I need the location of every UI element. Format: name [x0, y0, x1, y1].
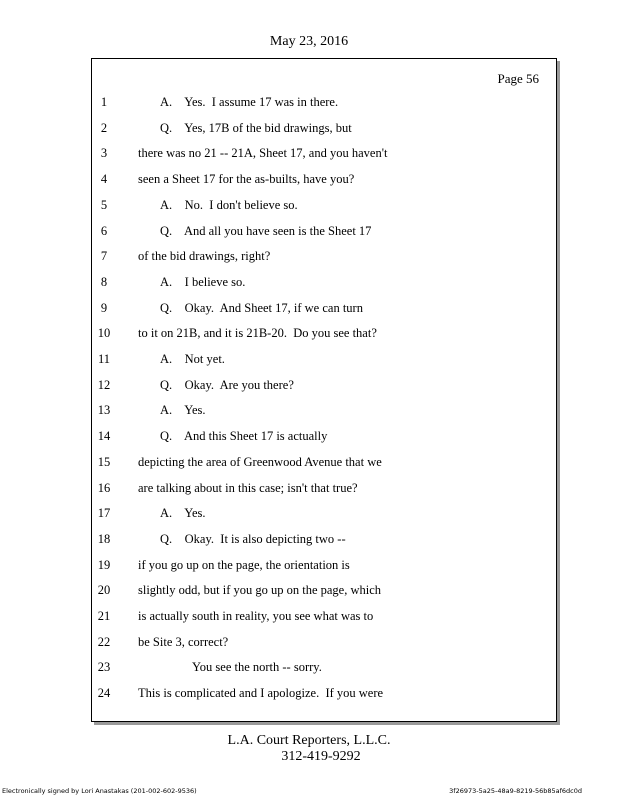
- line-text: A. Yes.: [160, 506, 206, 521]
- line-text: Q. Okay. Are you there?: [160, 377, 294, 392]
- line-text: A. No. I don't believe so.: [160, 197, 298, 212]
- reporter-company: L.A. Court Reporters, L.L.C.: [227, 733, 391, 748]
- page-number: Page 56: [497, 71, 539, 86]
- line-text: are talking about in this case; isn't that true?: [138, 480, 358, 495]
- line-number: 14: [97, 429, 111, 444]
- line-number: 13: [97, 403, 111, 418]
- transcript-line: [0, 452, 560, 472]
- line-number: 19: [97, 557, 111, 572]
- transcript-line: [0, 169, 560, 189]
- line-number: 12: [97, 377, 111, 392]
- line-text: if you go up on the page, the orientation is: [138, 557, 350, 572]
- line-text: there was no 21 -- 21A, Sheet 17, and you haven't: [138, 146, 388, 161]
- transcript-line: [0, 221, 560, 241]
- line-number: 6: [100, 223, 108, 238]
- line-text: depicting the area of Greenwood Avenue that we: [138, 454, 382, 469]
- line-text: slightly odd, but if you go up on the page, which: [138, 583, 382, 598]
- line-text: Q. Okay. It is also depicting two --: [160, 531, 346, 546]
- transcript-line: [0, 580, 560, 600]
- electronic-signature: Electronically signed by Lori Anastakas (201-002-602-9536): [2, 787, 197, 795]
- transcript-line: [0, 400, 560, 420]
- transcript-line: [0, 272, 560, 292]
- line-text: A. Yes.: [160, 403, 206, 418]
- line-text: This is complicated and I apologize. If you were: [138, 686, 384, 701]
- line-number: 22: [97, 634, 111, 649]
- transcript-line: [0, 632, 560, 652]
- line-number: 10: [97, 326, 111, 341]
- line-number: 4: [100, 172, 108, 187]
- line-text: be Site 3, correct?: [138, 634, 229, 649]
- line-text: of the bid drawings, right?: [138, 249, 271, 264]
- line-text: A. Yes. I assume 17 was in there.: [160, 95, 339, 109]
- line-text: to it on 21B, and it is 21B-20. Do you see that?: [138, 326, 377, 341]
- line-number: 18: [97, 531, 111, 546]
- line-text: You see the north -- sorry.: [192, 660, 322, 675]
- transcript-date: May 23, 2016: [269, 34, 349, 49]
- transcript-line: [0, 92, 560, 112]
- transcript-line: [0, 657, 560, 677]
- line-text: Q. And this Sheet 17 is actually: [160, 429, 328, 444]
- line-number: 9: [100, 300, 108, 315]
- transcript-line: [0, 478, 560, 498]
- line-text: is actually south in reality, you see what was to: [138, 609, 374, 623]
- line-number: 11: [97, 352, 111, 366]
- line-number: 2: [100, 120, 108, 135]
- document-id: 3f26973-5a25-48a9-8219-56b85af6dc0d: [449, 787, 582, 795]
- transcript-line: [0, 349, 560, 369]
- transcript-line: [0, 298, 560, 318]
- transcript-line: [0, 529, 560, 549]
- line-number: 1: [100, 95, 108, 109]
- line-number: 21: [97, 609, 111, 623]
- line-text: Q. Yes, 17B of the bid drawings, but: [160, 120, 352, 135]
- transcript-line: [0, 118, 560, 138]
- transcript-line: [0, 323, 560, 343]
- transcript-line: [0, 503, 560, 523]
- transcript-line: [0, 426, 560, 446]
- line-number: 24: [97, 686, 111, 701]
- line-number: 8: [100, 274, 108, 289]
- line-number: 16: [97, 480, 111, 495]
- line-text: Q. And all you have seen is the Sheet 17: [160, 223, 372, 238]
- reporter-phone: 312-419-9292: [281, 749, 361, 764]
- line-text: A. Not yet.: [160, 352, 225, 366]
- line-number: 17: [97, 506, 111, 521]
- transcript-line: [0, 375, 560, 395]
- transcript-line: [0, 143, 560, 163]
- transcript-line: [0, 555, 560, 575]
- line-number: 3: [100, 146, 108, 161]
- transcript-line: [0, 606, 560, 626]
- line-text: A. I believe so.: [160, 274, 246, 289]
- line-text: Q. Okay. And Sheet 17, if we can turn: [160, 300, 363, 315]
- transcript-line: [0, 246, 560, 266]
- line-number: 5: [100, 197, 108, 212]
- line-text: seen a Sheet 17 for the as-builts, have you?: [138, 172, 355, 187]
- transcript-line: [0, 683, 560, 703]
- line-number: 20: [97, 583, 111, 598]
- line-number: 23: [97, 660, 111, 675]
- line-number: 15: [97, 454, 111, 469]
- transcript-line: [0, 195, 560, 215]
- line-number: 7: [100, 249, 108, 264]
